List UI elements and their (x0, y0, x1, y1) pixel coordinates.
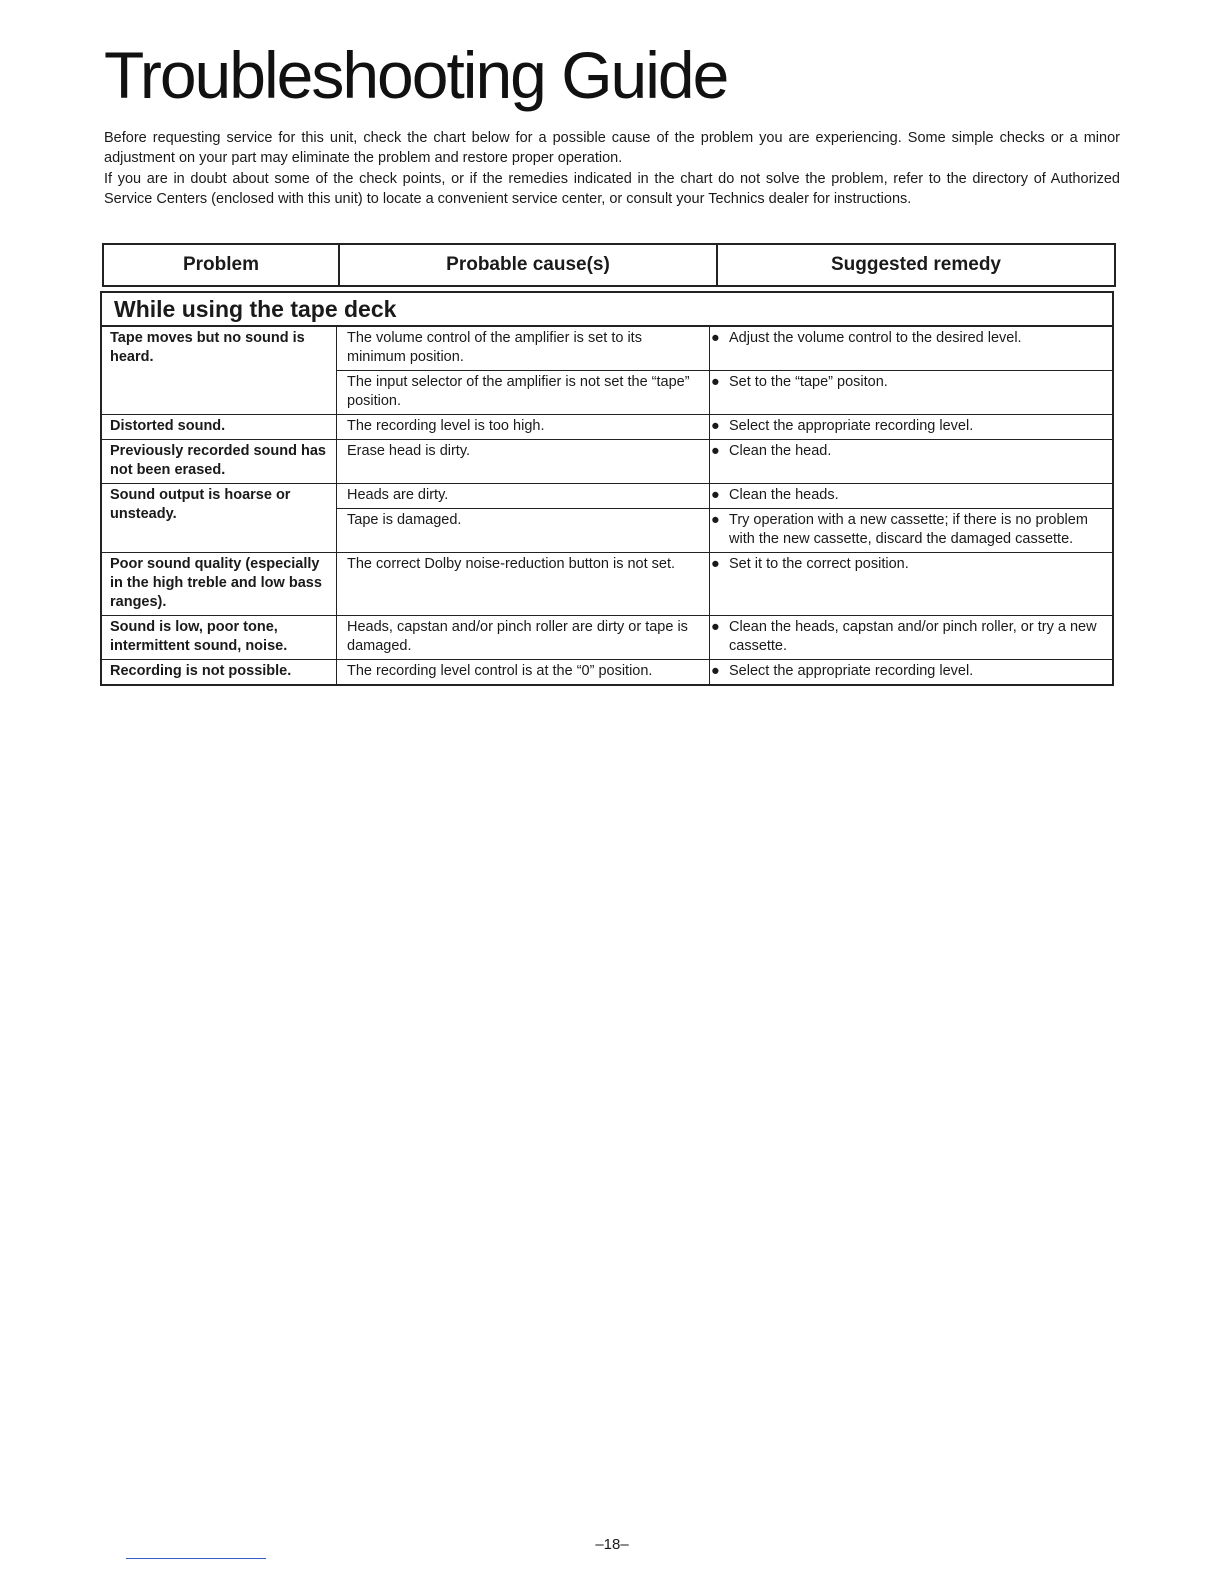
cause-cell: The correct Dolby noise-reduction button is not set. (337, 553, 710, 616)
remedy-text: Select the appropriate recording level. (729, 418, 974, 434)
intro-paragraph: If you are in doubt about some of the check points, or if the remedies indicated in the chart do not solve the problem, refer to the directory of Authorized Service Centers (enclosed with this unit) to locate a convenient service center, or consult your Technics dealer for instructions. (104, 171, 1120, 207)
table-row (102, 660, 1112, 685)
remedy-text: Select the appropriate recording level. (729, 663, 974, 679)
bullet-icon: ● (711, 512, 720, 528)
bullet-icon: ● (711, 487, 720, 503)
table-row (102, 327, 1112, 371)
problem-cell: Recording is not possible. (102, 660, 337, 685)
remedy-text: Clean the heads. (729, 487, 839, 503)
remedy-cell (710, 415, 1113, 440)
remedy-text: Clean the heads, capstan and/or pinch roller, or try a new cassette. (729, 619, 1097, 654)
table-row (102, 415, 1112, 440)
remedy-text: Set to the “tape” positon. (729, 374, 888, 390)
intro-paragraph: Before requesting service for this unit, check the chart below for a possible cause of the problem you are experiencing. Some simple checks or a minor adjustment on your part may eliminate the problem and restore proper operation. (104, 130, 1120, 166)
table-header (102, 243, 1116, 287)
cause-cell: The volume control of the amplifier is set to its minimum position. (337, 327, 710, 371)
bullet-icon: ● (711, 443, 720, 459)
header-cause: Probable cause(s) (340, 245, 718, 285)
remedy-cell (710, 371, 1113, 415)
remedy-cell (710, 327, 1113, 371)
troubleshooting-table (102, 327, 1112, 684)
header-problem: Problem (104, 245, 340, 285)
remedy-text: Try operation with a new cassette; if there is no problem with the new cassette, discard the damaged cassette. (729, 512, 1088, 547)
footer-rule (126, 1558, 266, 1559)
remedy-cell (710, 616, 1113, 660)
section-title: While using the tape deck (102, 293, 1112, 327)
remedy-cell (710, 553, 1113, 616)
problem-cell: Poor sound quality (especially in the high treble and low bass ranges). (102, 553, 337, 616)
remedy-cell (710, 484, 1113, 509)
cause-cell: Tape is damaged. (337, 509, 710, 553)
bullet-icon: ● (711, 556, 720, 572)
remedy-cell (710, 509, 1113, 553)
cause-cell: The recording level is too high. (337, 415, 710, 440)
problem-cell: Tape moves but no sound is heard. (102, 327, 337, 415)
problem-cell: Previously recorded sound has not been erased. (102, 440, 337, 484)
problem-cell: Sound is low, poor tone, intermittent sound, noise. (102, 616, 337, 660)
cause-cell: Erase head is dirty. (337, 440, 710, 484)
problem-cell: Distorted sound. (102, 415, 337, 440)
tape-deck-section (100, 291, 1114, 686)
bullet-icon: ● (711, 330, 720, 346)
bullet-icon: ● (711, 663, 720, 679)
remedy-text: Adjust the volume control to the desired level. (729, 330, 1022, 346)
remedy-text: Clean the head. (729, 443, 832, 459)
remedy-cell (710, 660, 1113, 685)
bullet-icon: ● (711, 418, 720, 434)
remedy-cell (710, 440, 1113, 484)
cause-cell: The recording level control is at the “0” position. (337, 660, 710, 685)
bullet-icon: ● (711, 374, 720, 390)
bullet-icon: ● (711, 619, 720, 635)
page-number: –18– (595, 1536, 629, 1553)
table-row (102, 440, 1112, 484)
remedy-text: Set it to the correct position. (729, 556, 909, 572)
problem-cell: Sound output is hoarse or unsteady. (102, 484, 337, 553)
table-row (102, 553, 1112, 616)
cause-cell: Heads, capstan and/or pinch roller are dirty or tape is damaged. (337, 616, 710, 660)
intro-text (104, 128, 1120, 210)
page-title: Troubleshooting Guide (104, 38, 728, 112)
table-row (102, 484, 1112, 509)
table-row (102, 616, 1112, 660)
header-remedy: Suggested remedy (831, 254, 1001, 275)
cause-cell: Heads are dirty. (337, 484, 710, 509)
cause-cell: The input selector of the amplifier is not set the “tape” position. (337, 371, 710, 415)
